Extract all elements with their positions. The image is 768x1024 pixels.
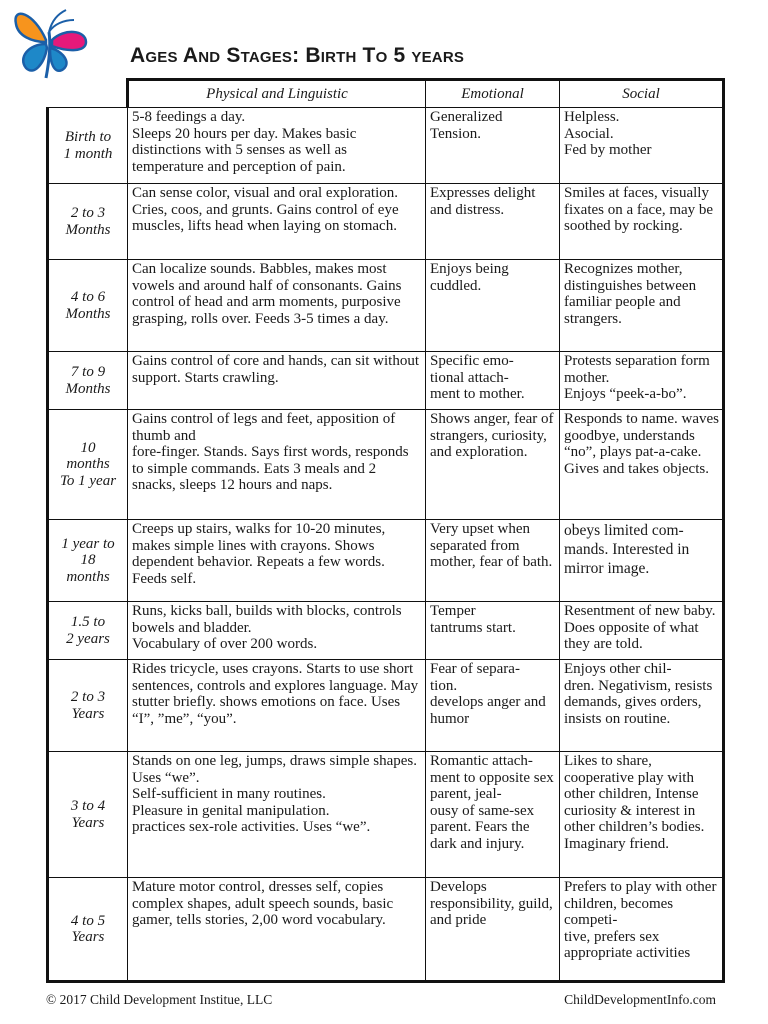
social-cell — [560, 878, 724, 982]
emotional-cell-text: Temper tantrums start. — [430, 603, 516, 636]
social-cell-text: Helpless. Asocial. Fed by mother — [564, 109, 652, 158]
social-cell — [560, 520, 724, 602]
physical-linguistic-cell — [128, 602, 426, 660]
page-title: Ages And Stages: Birth To 5 years — [130, 44, 465, 67]
physical-linguistic-cell-text: Runs, kicks ball, builds with blocks, controls bowels and bladder. Vocabulary of over 200 words. — [132, 603, 402, 652]
age-cell-text: 1.5 to 2 years — [66, 614, 110, 647]
table-row — [48, 752, 724, 878]
social-cell-text: Recognizes mother, distinguishes between familiar people and strangers. — [564, 261, 697, 327]
table-row — [48, 184, 724, 260]
social-cell — [560, 108, 724, 184]
emotional-cell-text: Enjoys being cuddled. — [430, 261, 509, 294]
social-cell-text: Responds to name. waves goodbye, understands “no”, plays pat-a-cake. Gives and takes objects. — [564, 411, 719, 477]
table-row — [48, 260, 724, 352]
column-header-physical: Physical and Linguistic — [128, 80, 426, 108]
social-cell-text: Resentment of new baby. Does opposite of what they are told. — [564, 603, 716, 652]
age-cell — [48, 108, 128, 184]
age-cell — [48, 410, 128, 520]
emotional-cell — [426, 184, 560, 260]
social-cell — [560, 602, 724, 660]
physical-linguistic-cell — [128, 410, 426, 520]
age-cell — [48, 260, 128, 352]
butterfly-logo-icon — [6, 2, 92, 82]
physical-linguistic-cell — [128, 260, 426, 352]
age-cell-text: 3 to 4 Years — [70, 798, 106, 831]
table-row — [48, 352, 724, 410]
table-row — [48, 660, 724, 752]
emotional-cell — [426, 878, 560, 982]
social-cell — [560, 260, 724, 352]
column-header-emotional: Emotional — [426, 80, 560, 108]
physical-linguistic-cell-text: Mature motor control, dresses self, copies complex shapes, adult speech sounds, basic gamer, tells stories, 2,00 word vocabulary. — [132, 879, 394, 928]
age-cell-text: 2 to 3 Months — [65, 205, 111, 238]
age-cell-text: Birth to 1 month — [63, 129, 113, 162]
emotional-cell — [426, 520, 560, 602]
age-cell-text: 4 to 6 Months — [65, 289, 111, 322]
header-corner — [48, 80, 128, 108]
social-cell-text: obeys limited com- mands. Interested in mirror image. — [564, 522, 690, 577]
age-cell — [48, 660, 128, 752]
emotional-cell-text: Very upset when separated from mother, fear of bath. — [430, 521, 553, 570]
footer-website: ChildDevelopmentInfo.com — [564, 992, 716, 1007]
age-cell — [48, 520, 128, 602]
emotional-cell-text: Specific emo- tional attach- ment to mother. — [430, 353, 525, 402]
emotional-cell — [426, 752, 560, 878]
social-cell-text: Likes to share, cooperative play with other children, Intense curiosity & interest in other children’s bodies. Imaginary friend. — [564, 753, 705, 852]
emotional-cell-text: Shows anger, fear of strangers, curiosity, and exploration. — [430, 411, 554, 460]
age-cell — [48, 352, 128, 410]
social-cell-text: Prefers to play with other children, becomes competi- tive, prefers sex appropriate activities — [564, 879, 717, 961]
emotional-cell-text: Fear of separa- tion. develops anger and humor — [430, 661, 546, 727]
emotional-cell-text: Expresses delight and distress. — [430, 185, 536, 218]
social-cell — [560, 752, 724, 878]
social-cell-text: Smiles at faces, visually fixates on a face, may be soothed by rocking. — [564, 185, 714, 234]
physical-linguistic-cell — [128, 184, 426, 260]
physical-linguistic-cell — [128, 520, 426, 602]
physical-linguistic-cell-text: Can localize sounds. Babbles, makes most vowels and around half of consonants. Gains control of head and arm moments, purposive grasping, rolls over. Feeds 3-5 times a day. — [132, 261, 402, 327]
physical-linguistic-cell — [128, 352, 426, 410]
column-header-social: Social — [560, 80, 724, 108]
physical-linguistic-cell — [128, 660, 426, 752]
emotional-cell — [426, 602, 560, 660]
physical-linguistic-cell — [128, 752, 426, 878]
social-cell-text: Protests separation form mother. Enjoys “peek-a-bo”. — [564, 353, 710, 402]
physical-linguistic-cell — [128, 108, 426, 184]
social-cell — [560, 352, 724, 410]
age-cell-text: 4 to 5 Years — [70, 912, 106, 945]
emotional-cell — [426, 660, 560, 752]
footer-copyright: © 2017 Child Development Institue, LLC — [46, 992, 273, 1007]
physical-linguistic-cell-text: 5-8 feedings a day. Sleeps 20 hours per day. Makes basic distinctions with 5 senses as well as temperature and perception of pain. — [132, 109, 357, 175]
physical-linguistic-cell-text: Rides tricycle, uses crayons. Starts to use short sentences, controls and explores language. May stutter briefly. shows emotions on face. Uses “I”, ”me”, “you”. — [132, 661, 419, 727]
emotional-cell — [426, 260, 560, 352]
age-cell-text: 2 to 3 Years — [70, 689, 106, 722]
physical-linguistic-cell — [128, 878, 426, 982]
emotional-cell — [426, 410, 560, 520]
age-cell — [48, 602, 128, 660]
table-row — [48, 520, 724, 602]
social-cell — [560, 410, 724, 520]
age-cell — [48, 878, 128, 982]
table-header-row — [48, 80, 724, 108]
social-cell — [560, 660, 724, 752]
age-cell-text: 1 year to 18 months — [61, 535, 115, 585]
age-cell-text: 10 months To 1 year — [59, 439, 117, 489]
emotional-cell-text: Develops responsibility, guild, and pride — [430, 879, 553, 928]
physical-linguistic-cell-text: Can sense color, visual and oral exploration. Cries, coos, and grunts. Gains control of eye muscles, lifts head when laying on stomach. — [132, 185, 399, 234]
physical-linguistic-cell-text: Gains control of core and hands, can sit without support. Starts crawling. — [132, 353, 420, 386]
social-cell-text: Enjoys other chil- dren. Negativism, resists demands, gives orders, insists on routine. — [564, 661, 713, 727]
emotional-cell-text: Generalized Tension. — [430, 109, 503, 142]
age-cell — [48, 752, 128, 878]
social-cell — [560, 184, 724, 260]
table-row — [48, 602, 724, 660]
emotional-cell-text: Romantic attach- ment to opposite sex parent, jeal- ousy of same-sex parent. Fears the dark and injury. — [430, 753, 554, 852]
table-row — [48, 878, 724, 982]
table-row — [48, 108, 724, 184]
ages-stages-table — [46, 78, 725, 983]
physical-linguistic-cell-text: Stands on one leg, jumps, draws simple shapes. Uses “we”. Self-sufficient in many routines. Pleasure in genital manipulation. practices sex-role activities. Uses “we”. — [132, 753, 417, 835]
age-cell — [48, 184, 128, 260]
physical-linguistic-cell-text: Gains control of legs and feet, apposition of thumb and fore-finger. Stands. Says first words, responds to simple commands. Eats 3 meals and 2 snacks, sleeps 12 hours and naps. — [132, 411, 409, 493]
emotional-cell — [426, 108, 560, 184]
table-row — [48, 410, 724, 520]
emotional-cell — [426, 352, 560, 410]
age-cell-text: 7 to 9 Months — [65, 364, 111, 397]
physical-linguistic-cell-text: Creeps up stairs, walks for 10-20 minutes, makes simple lines with crayons. Shows dependent behavior. Repeats a few words. Feeds self. — [132, 521, 386, 587]
